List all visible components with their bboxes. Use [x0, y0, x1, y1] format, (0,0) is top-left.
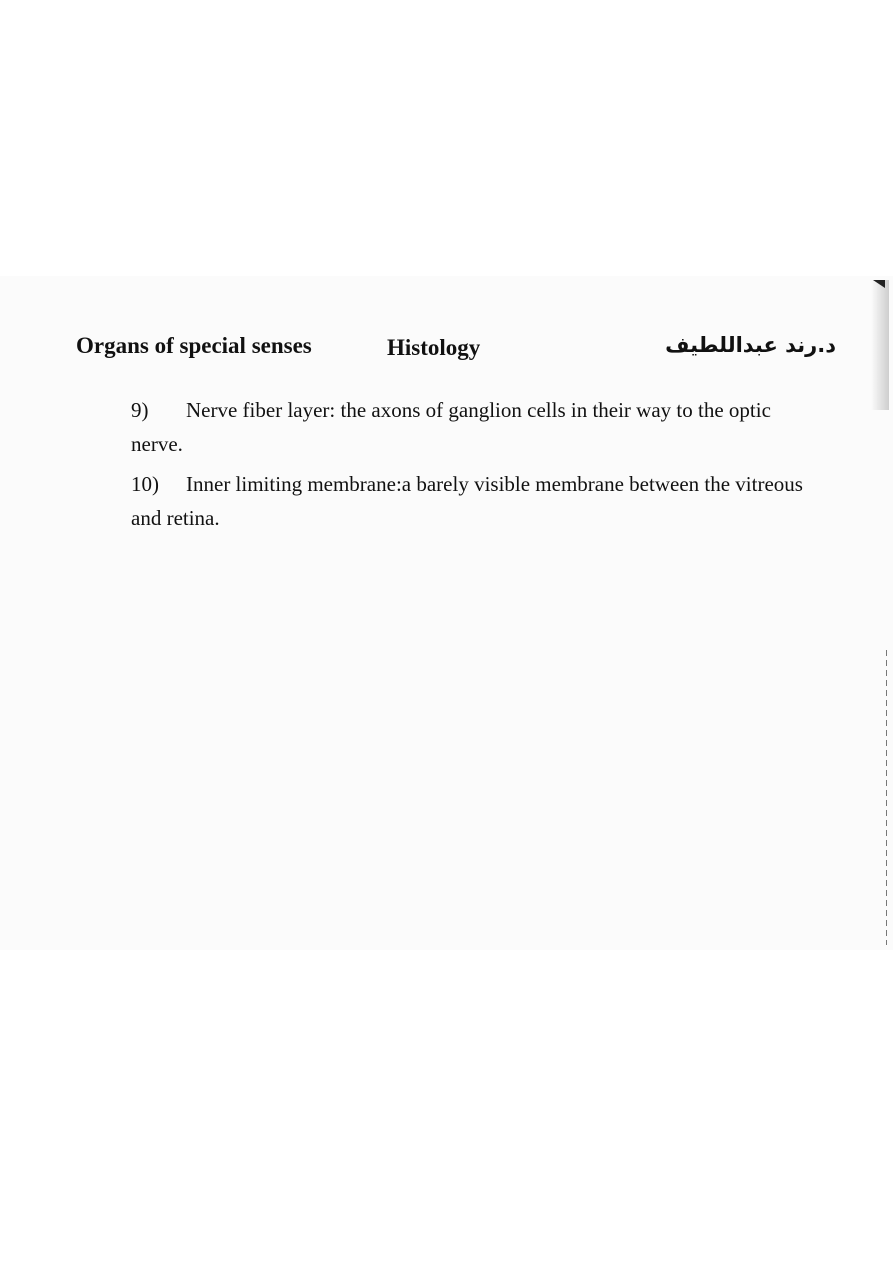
content-list — [131, 393, 821, 541]
item-text: Nerve fiber layer: the axons of ganglion cells in their way to the optic nerve. — [131, 398, 771, 456]
list-item-9 — [131, 393, 821, 461]
page-header — [76, 333, 836, 373]
topic-title: Organs of special senses — [76, 333, 312, 358]
subject-title: Histology — [387, 335, 481, 360]
item-number: 9) — [131, 398, 149, 422]
scan-page-edge — [871, 280, 889, 410]
scanned-sheet — [0, 276, 893, 950]
item-number: 10) — [131, 472, 159, 496]
author-name: د.رند عبداللطيف — [665, 333, 836, 357]
scan-corner-mark — [873, 280, 885, 288]
list-item-10 — [131, 467, 821, 535]
scan-edge-line — [886, 650, 887, 945]
item-text: Inner limiting membrane:a barely visible membrane between the vitreous and retina. — [131, 472, 803, 530]
